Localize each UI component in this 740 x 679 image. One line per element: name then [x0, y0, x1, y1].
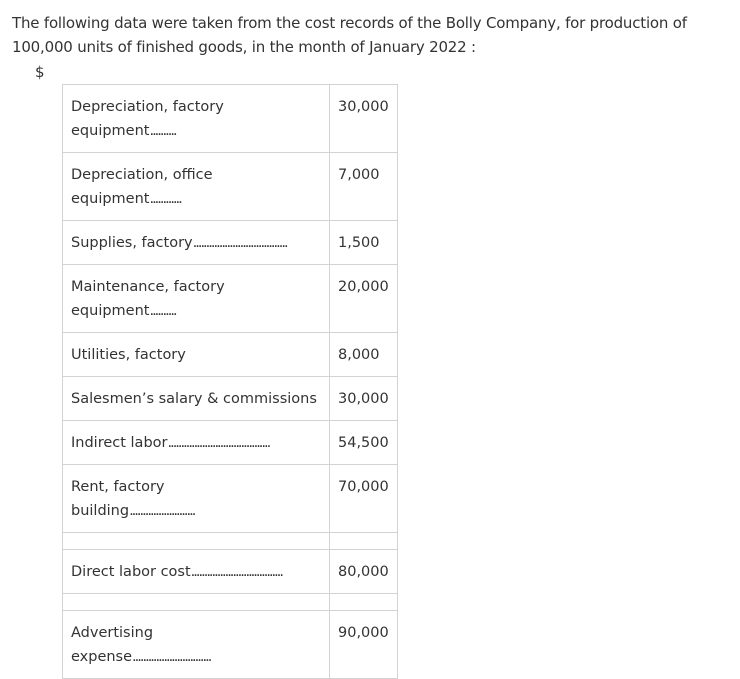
table-spacer-row	[63, 594, 398, 611]
table-row	[63, 377, 398, 421]
table-row	[63, 421, 398, 465]
row-label: Supplies, factory....................................	[63, 221, 330, 265]
row-amount: 90,000	[330, 611, 398, 679]
row-amount: 30,000	[330, 85, 398, 153]
row-amount: 20,000	[330, 265, 398, 333]
row-label: Rent, factory building.........................	[63, 465, 330, 533]
empty-cell	[63, 533, 330, 550]
row-label: Utilities, factory	[63, 333, 330, 377]
table-spacer-row	[63, 533, 398, 550]
currency-symbol: $	[35, 63, 45, 81]
empty-cell	[330, 533, 398, 550]
table-row	[63, 611, 398, 679]
row-label: Indirect labor.......................................	[63, 421, 330, 465]
table-row	[63, 221, 398, 265]
table-row	[63, 265, 398, 333]
row-label: Salesmen’s salary & commissions	[63, 377, 330, 421]
row-amount: 54,500	[330, 421, 398, 465]
row-label: Depreciation, factory equipment..........	[63, 85, 330, 153]
row-amount: 30,000	[330, 377, 398, 421]
table-row	[63, 85, 398, 153]
table-row	[63, 153, 398, 221]
row-amount: 7,000	[330, 153, 398, 221]
row-amount: 1,500	[330, 221, 398, 265]
row-label: Maintenance, factory equipment..........	[63, 265, 330, 333]
table-row	[63, 550, 398, 594]
row-label: Advertising expense..............................	[63, 611, 330, 679]
row-amount: 70,000	[330, 465, 398, 533]
row-amount: 80,000	[330, 550, 398, 594]
table-row	[63, 465, 398, 533]
row-label: Depreciation, office equipment............	[63, 153, 330, 221]
row-amount: 8,000	[330, 333, 398, 377]
problem-statement: The following data were taken from the cost records of the Bolly Company, for production of 100,000 units of finished goods, in the month of January 2022 :	[12, 14, 687, 56]
row-label: Direct labor cost...................................	[63, 550, 330, 594]
table-row	[63, 333, 398, 377]
empty-cell	[330, 594, 398, 611]
empty-cell	[63, 594, 330, 611]
cost-records-table	[62, 84, 398, 679]
